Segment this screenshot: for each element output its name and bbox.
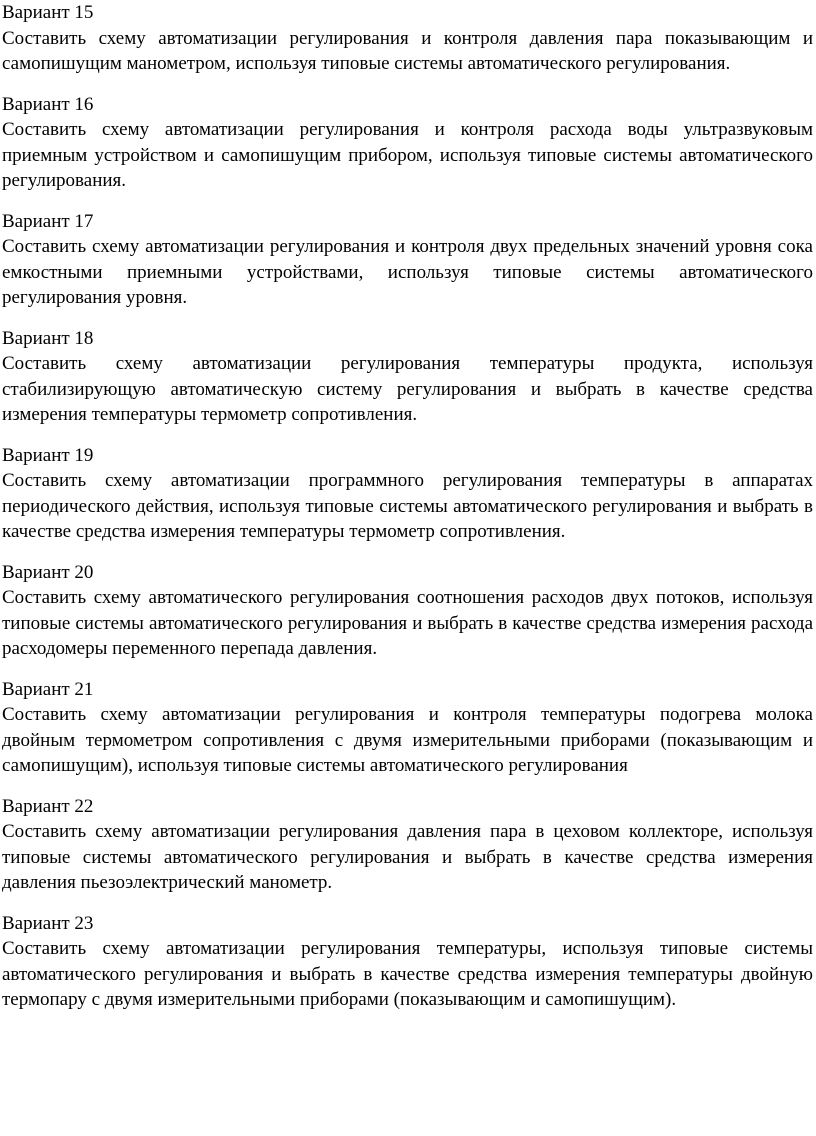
variant-text: Составить схему автоматизации регулирования температуры, используя типовые системы автоматического регулирования и выбрать в качестве средства измерения температуры двойную термопару с двумя измерительными приборами (показывающим и самопишущим). [2, 938, 813, 1010]
variant-title: Вариант 15 [2, 2, 94, 23]
variant-16 [2, 92, 813, 194]
variant-17 [2, 209, 813, 311]
variant-19 [2, 443, 813, 545]
variant-text: Составить схему автоматизации регулирования температуры продукта, используя стабилизирующую автоматическую систему регулирования и выбрать в качестве средства измерения температуры термометр сопротивления. [2, 353, 813, 425]
variant-title: Вариант 21 [2, 678, 94, 700]
variant-text: Составить схему автоматизации регулирования давления пара в цеховом коллекторе, используя типовые системы автоматического регулирования и выбрать в качестве средства измерения давления пьезоэлектрический манометр. [2, 821, 813, 893]
variant-22 [2, 794, 813, 896]
variant-18 [2, 326, 813, 428]
variant-23 [2, 911, 813, 1013]
variant-text: Составить схему автоматизации регулирования и контроля двух предельных значений уровня сока емкостными приемными устройствами, используя типовые системы автоматического регулирования уровня. [2, 236, 813, 308]
variant-20 [2, 560, 813, 662]
variant-title: Вариант 22 [2, 795, 94, 817]
variant-title: Вариант 16 [2, 93, 94, 115]
variant-text: Составить схему автоматизации регулирования и контроля давления пара показывающим и самопишущим манометром, используя типовые системы автоматического регулирования. [2, 27, 813, 74]
variant-title: Вариант 19 [2, 444, 94, 466]
variant-text: Составить схему автоматизации регулирования и контроля температуры подогрева молока двойным термометром сопротивления с двумя измерительными приборами (показывающим и самопишущим), используя типовые системы автоматического регулирования [2, 704, 813, 776]
variant-title: Вариант 23 [2, 912, 94, 934]
variant-title: Вариант 17 [2, 210, 94, 232]
variant-text: Составить схему автоматизации регулирования и контроля расхода воды ультразвуковым приемным устройством и самопишущим прибором, используя типовые системы автоматического регулирования. [2, 119, 813, 191]
variant-21 [2, 677, 813, 779]
variant-text: Составить схему автоматического регулирования соотношения расходов двух потоков, используя типовые системы автоматического регулирования и выбрать в качестве средства измерения расхода расходомеры переменного перепада давления. [2, 587, 813, 659]
variant-title: Вариант 20 [2, 561, 94, 583]
variant-text: Составить схему автоматизации программного регулирования температуры в аппаратах периодического действия, используя типовые системы автоматического регулирования и выбрать в качестве средства измерения температуры термометр сопротивления. [2, 470, 813, 542]
variant-15 [2, 0, 813, 77]
variant-title: Вариант 18 [2, 327, 94, 349]
